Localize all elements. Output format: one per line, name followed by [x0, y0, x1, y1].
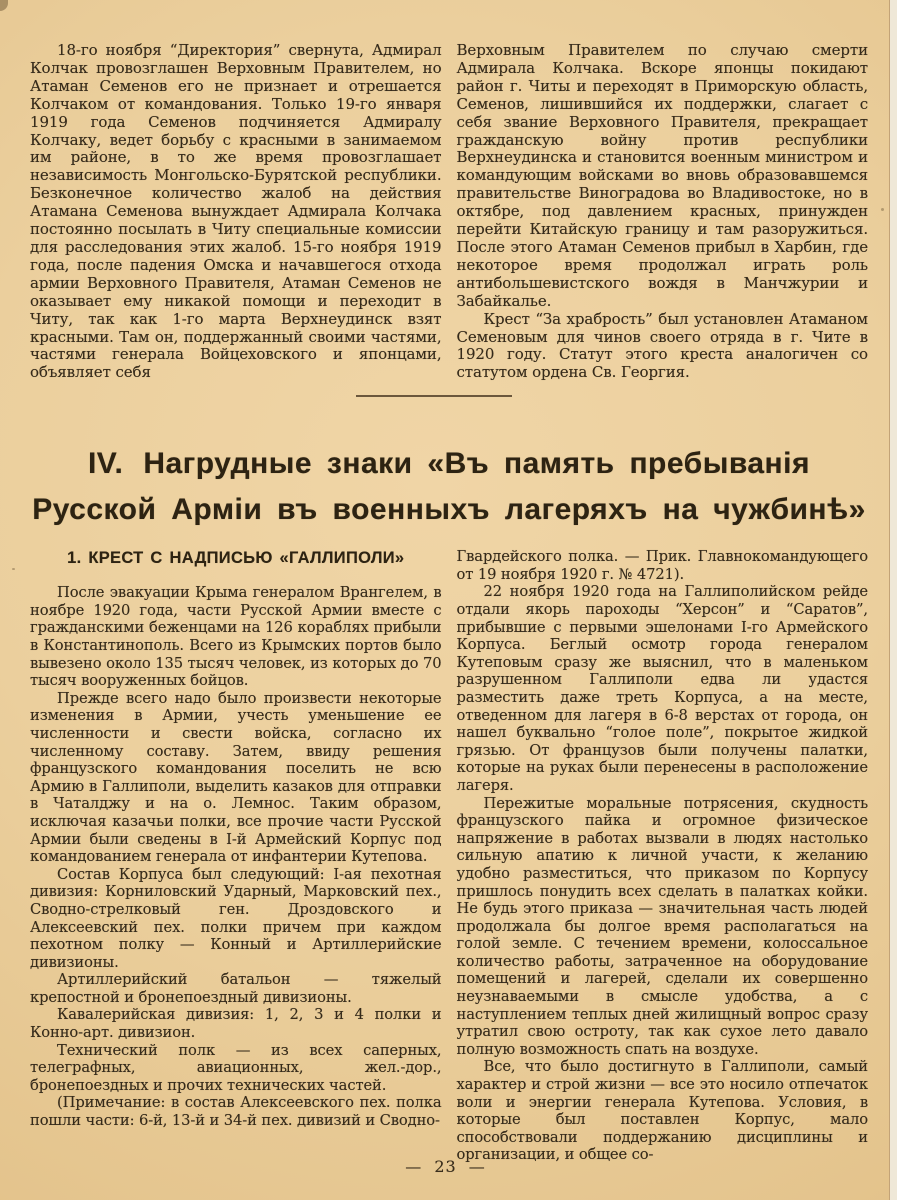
main-right-column	[457, 548, 869, 1164]
chapter-heading	[30, 441, 868, 533]
scan-speck	[881, 208, 884, 211]
main-left-column	[30, 548, 442, 1164]
paragraph: Гвардейского полка. — Прик. Главнокомандующего от 19 ноября 1920 г. № 4721).	[456, 548, 868, 583]
top-right-column	[457, 42, 869, 382]
top-left-column	[30, 42, 442, 382]
main-section	[30, 548, 868, 1164]
paragraph: Прежде всего надо было произвести некоторые изменения в Армии, учесть уменьшение ее численности и свести войска, согласно их численному составу. Затем, ввиду решения французского командования поселить не всю Армию в Галлиполи, выделить казаков для отправки в Чаталджу и на о. Лемнос. Таким образом, исключая казачьи полки, все прочие части Русской Армии были сведены в I-й Армейский Корпус под командованием генерала от инфантерии Кутепова.	[30, 689, 442, 866]
paragraph: Кавалерийская дивизия: 1, 2, 3 и 4 полки и Конно-арт. дивизион.	[30, 1006, 442, 1042]
scan-speck	[12, 568, 15, 570]
paragraph: Состав Корпуса был следующий: I-ая пехотная дивизия: Корниловский Ударный, Марковский пех., Сводно-стрелковый ген. Дроздовского и Алексеевский пех. полки причем при каждом пехотном полку — Конный и Артиллерийские дивизионы.	[30, 865, 442, 971]
paragraph: Технический полк — из всех саперных, телеграфных, авиационных, жел.-дор., бронепоездных и прочих технических частей.	[30, 1041, 442, 1094]
paragraph: Верховным Правителем по случаю смерти Адмирала Колчака. Вскоре японцы покидают район г. Читы и переходят в Приморскую область, Семенов, лишившийся их поддержки, слагает с себя звание Верховного Правителя, прекращает гражданскую войну против республики Верхнеудинска и становится военным министром и командующим войсками во вновь образовавшемся правительстве Виноградова во Владивостоке, но в октябре, под давлением красных, принужден перейти Китайскую границу и там разоружиться. После этого Атаман Семенов прибыл в Харбин, где некоторое время продолжал играть роль антибольшевистского вождя в Манчжурии и Забайкалье.	[456, 41, 868, 310]
chapter-title-line1: Нагрудные знаки «Въ память пребыванія	[143, 447, 811, 481]
paragraph: Пережитые моральные потрясения, скудность французского пайка и огромное физическое напряжение в работах вызвали в людях настолько сильную апатию к личной участи, к желанию удобно разместиться, что приказом по Корпусу пришлось понудить всех сделать в палатках койки. Не будь этого приказа — значительная часть людей продолжала бы долгое время располагаться на голой земле. С течением времени, колоссальное количество работы, затраченное на оборудование помещений и лагерей, сделали их совершенно неузнаваемыми в смысле удобства, а с наступлением теплых дней жилищный вопрос сразу утратил свою остроту, так как сухое лето давало полную возможность спать на воздухе.	[456, 794, 868, 1058]
paragraph: (Примечание: в состав Алексеевского пех. полка пошли части: 6-й, 13-й и 34-й пех. дивизий и Сводно-	[30, 1094, 442, 1130]
chapter-title-line2: Русской Арміи въ военныхъ лагеряхъ на чужбинѣ»	[32, 493, 866, 527]
paragraph: 18-го ноября “Директория” свернута, Адмирал Колчак провозглашен Верховным Правителем, но Атаман Семенов его не признает и отрешается Колчаком от командования. Только 19-го января 1919 года Семенов подчиняется Адмиралу Колчаку, ведет борьбу с красными в занимаемом им районе, в то же время провозглашает независимость Монгольско-Бурятской республики. Безконечное количество жалоб на действия Атамана Семенова вынуждает Адмирала Колчака постоянно посылать в Читу специальные комиссии для расследования этих жалоб. 15-го ноября 1919 года, после падения Омска и начавшегося отхода армии Верховного Правителя, Атаман Семенов не оказывает ему никакой помощи и переходит в Читу, так как 1-го марта Верхнеудинск взят красными. Там он, поддержанный своими частями, частями генерала Войцеховского и японцами, объявляет себя	[30, 41, 442, 382]
chapter-number: IV.	[87, 447, 124, 481]
paragraph: После эвакуации Крыма генералом Врангелем, в ноябре 1920 года, части Русской Армии вместе с гражданскими беженцами на 126 кораблях прибыли в Константинополь. Всего из Крымских портов было вывезено около 135 тысяч человек, из которых до 70 тысяч вооруженных бойцов.	[30, 584, 442, 690]
section-divider	[356, 395, 512, 397]
scan-edge-strip	[889, 0, 897, 1200]
top-section	[30, 42, 868, 382]
scan-speck	[0, 0, 8, 11]
paragraph: Крест “За храбрость” был установлен Атаманом Семеновым для чинов своего отряда в г. Чите в 1920 году. Статут этого креста аналогичен со статутом ордена Св. Георгия.	[456, 309, 868, 382]
subsection-heading: 1. КРЕСТ С НАДПИСЬЮ «ГАЛЛИПОЛИ»	[67, 549, 405, 568]
paragraph: Артиллерийский батальон — тяжелый крепостной и бронепоездный дивизионы.	[30, 971, 442, 1006]
paragraph: Все, что было достигнуто в Галлиполи, самый характер и строй жизни — все это носило отпечаток воли и энергии генерала Кутепова. Условия, в которые был поставлен Корпус, мало способствовали поддержанию дисциплины и организации, и общее со-	[456, 1058, 868, 1164]
paragraph: 22 ноября 1920 года на Галлиполийском рейде отдали якорь пароходы “Херсон” и “Саратов”, прибывшие с первыми эшелонами I-го Армейского Корпуса. Беглый осмотр города генералом Кутеповым сразу же выяснил, что в маленьком разрушенном Галлиполи едва ли удастся разместить даже треть Корпуса, а на месте, отведенном для лагеря в 6-8 верстах от города, он нашел буквально “голое поле”, покрытое жидкой грязью. От французов были получены палатки, которые на руках были перенесены в расположение лагеря.	[456, 583, 868, 794]
page-number: — 23 —	[405, 1157, 486, 1176]
